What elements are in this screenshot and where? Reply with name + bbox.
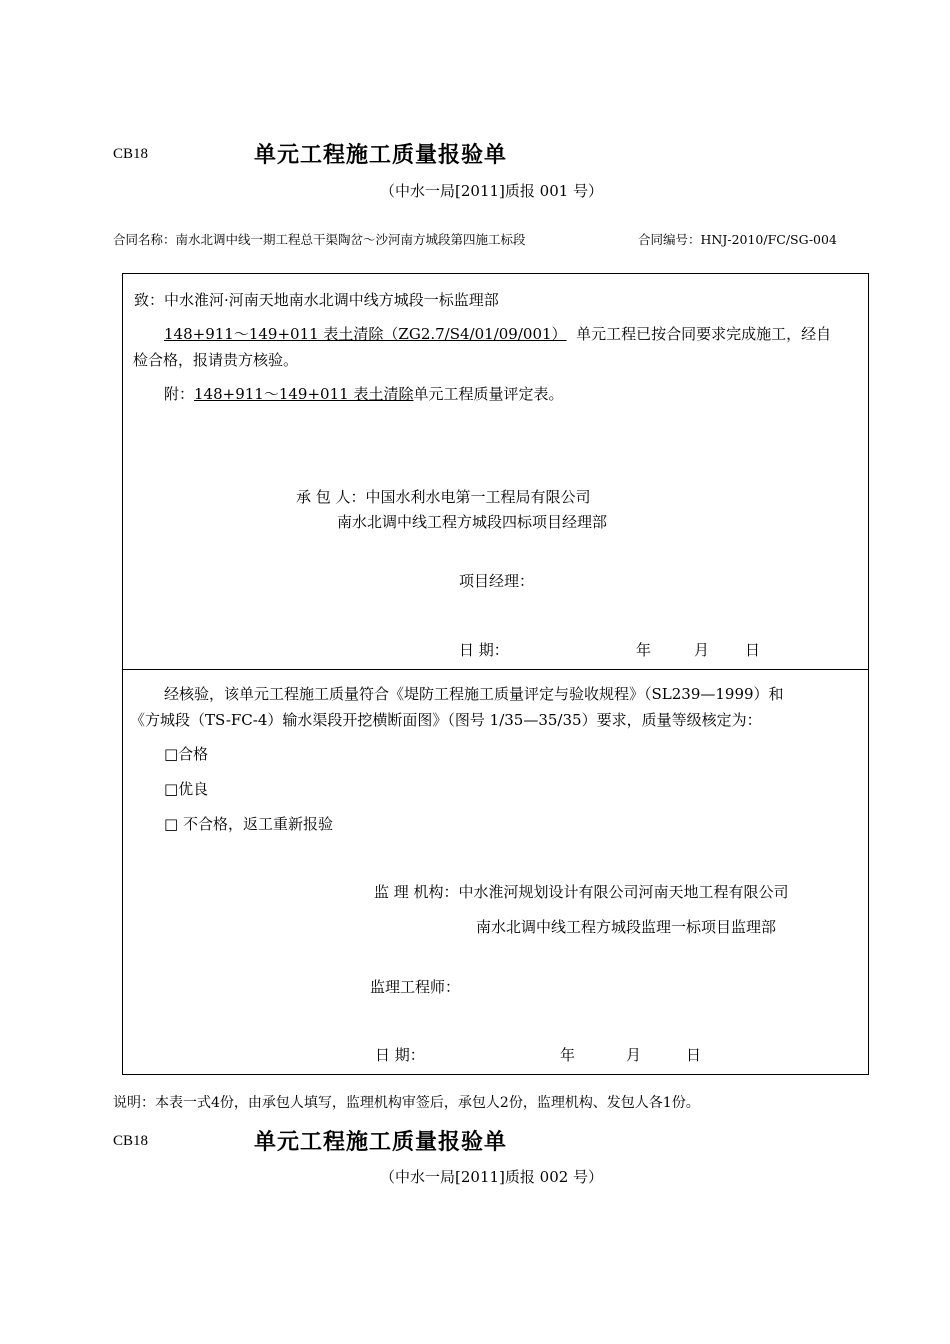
supervisor-line bbox=[374, 881, 789, 902]
inspection-line-2: 《方城段（TS-FC-4）输水渠段开挖横断面图》（图号 1/35—35/35）要求，质量等级核定为： bbox=[130, 711, 762, 729]
supervisor-name: 中水淮河规划设计有限公司河南天地工程有限公司 bbox=[458, 883, 789, 901]
contractor-name: 中国水利水电第一工程局有限公司 bbox=[365, 488, 591, 506]
option-excellent-checkbox[interactable]: □优良 bbox=[164, 780, 209, 798]
supervisor-date-year: 年 bbox=[560, 1046, 576, 1064]
attachment-prefix: 附： bbox=[164, 385, 195, 403]
form2-reference-number: （中水一局[2011]质报 002 号） bbox=[380, 1168, 604, 1186]
contractor-date-year: 年 bbox=[636, 641, 652, 659]
body-line-1 bbox=[164, 323, 831, 344]
attachment-unit-name: 148+911～149+011 表土清除 bbox=[194, 385, 414, 403]
body-text: 单元工程已按合同要求完成施工，经自 bbox=[576, 325, 832, 343]
contract-number: 合同编号：HNJ-2010/FC/SG-004 bbox=[638, 232, 837, 247]
contract-name: 合同名称：南水北调中线一期工程总干渠陶岔～沙河南方城段第四施工标段 bbox=[113, 232, 526, 247]
contractor-label: 承 包 人： bbox=[296, 488, 366, 506]
addressee: 致：中水淮河·河南天地南水北调中线方城段一标监理部 bbox=[134, 291, 499, 309]
form2-code: CB18 bbox=[113, 1133, 149, 1149]
form-title: 单元工程施工质量报验单 bbox=[254, 143, 508, 168]
option-unqualified-checkbox[interactable]: □ 不合格，返工重新报验 bbox=[164, 815, 333, 833]
contractor-date-label: 日 期： bbox=[459, 641, 509, 659]
unit-name: 148+911～149+011 表土清除（ZG2.7/S4/01/09/001） bbox=[164, 325, 567, 343]
attachment-line bbox=[164, 383, 563, 404]
supervisor-date-label: 日 期： bbox=[375, 1046, 425, 1064]
form-code: CB18 bbox=[113, 146, 149, 162]
contractor-line bbox=[296, 486, 591, 507]
body-line-2: 检合格，报请贵方核验。 bbox=[133, 351, 299, 369]
supervising-engineer-label: 监理工程师： bbox=[370, 978, 461, 996]
contractor-date-day: 日 bbox=[745, 641, 761, 659]
form-reference-number: （中水一局[2011]质报 001 号） bbox=[380, 182, 604, 200]
inspection-line-1: 经核验，该单元工程施工质量符合《堤防工程施工质量评定与验收规程》（SL239—1999）和 bbox=[164, 685, 784, 703]
option-qualified-checkbox[interactable]: □合格 bbox=[164, 745, 209, 763]
supervisor-date-day: 日 bbox=[686, 1046, 702, 1064]
contractor-department: 南水北调中线工程方城段四标项目经理部 bbox=[337, 513, 608, 531]
supervisor-date-month: 月 bbox=[626, 1046, 642, 1064]
contractor-date-month: 月 bbox=[694, 641, 710, 659]
attachment-suffix: 单元工程质量评定表。 bbox=[413, 385, 564, 403]
project-manager-label: 项目经理： bbox=[459, 572, 535, 590]
form2-title: 单元工程施工质量报验单 bbox=[254, 1130, 508, 1155]
form-note: 说明：本表一式4份，由承包人填写，监理机构审签后，承包人2份，监理机构、发包人各1份。 bbox=[113, 1095, 700, 1111]
table-divider bbox=[122, 669, 869, 670]
supervisor-department: 南水北调中线工程方城段监理一标项目监理部 bbox=[476, 918, 777, 936]
supervisor-label: 监 理 机构： bbox=[374, 883, 459, 901]
